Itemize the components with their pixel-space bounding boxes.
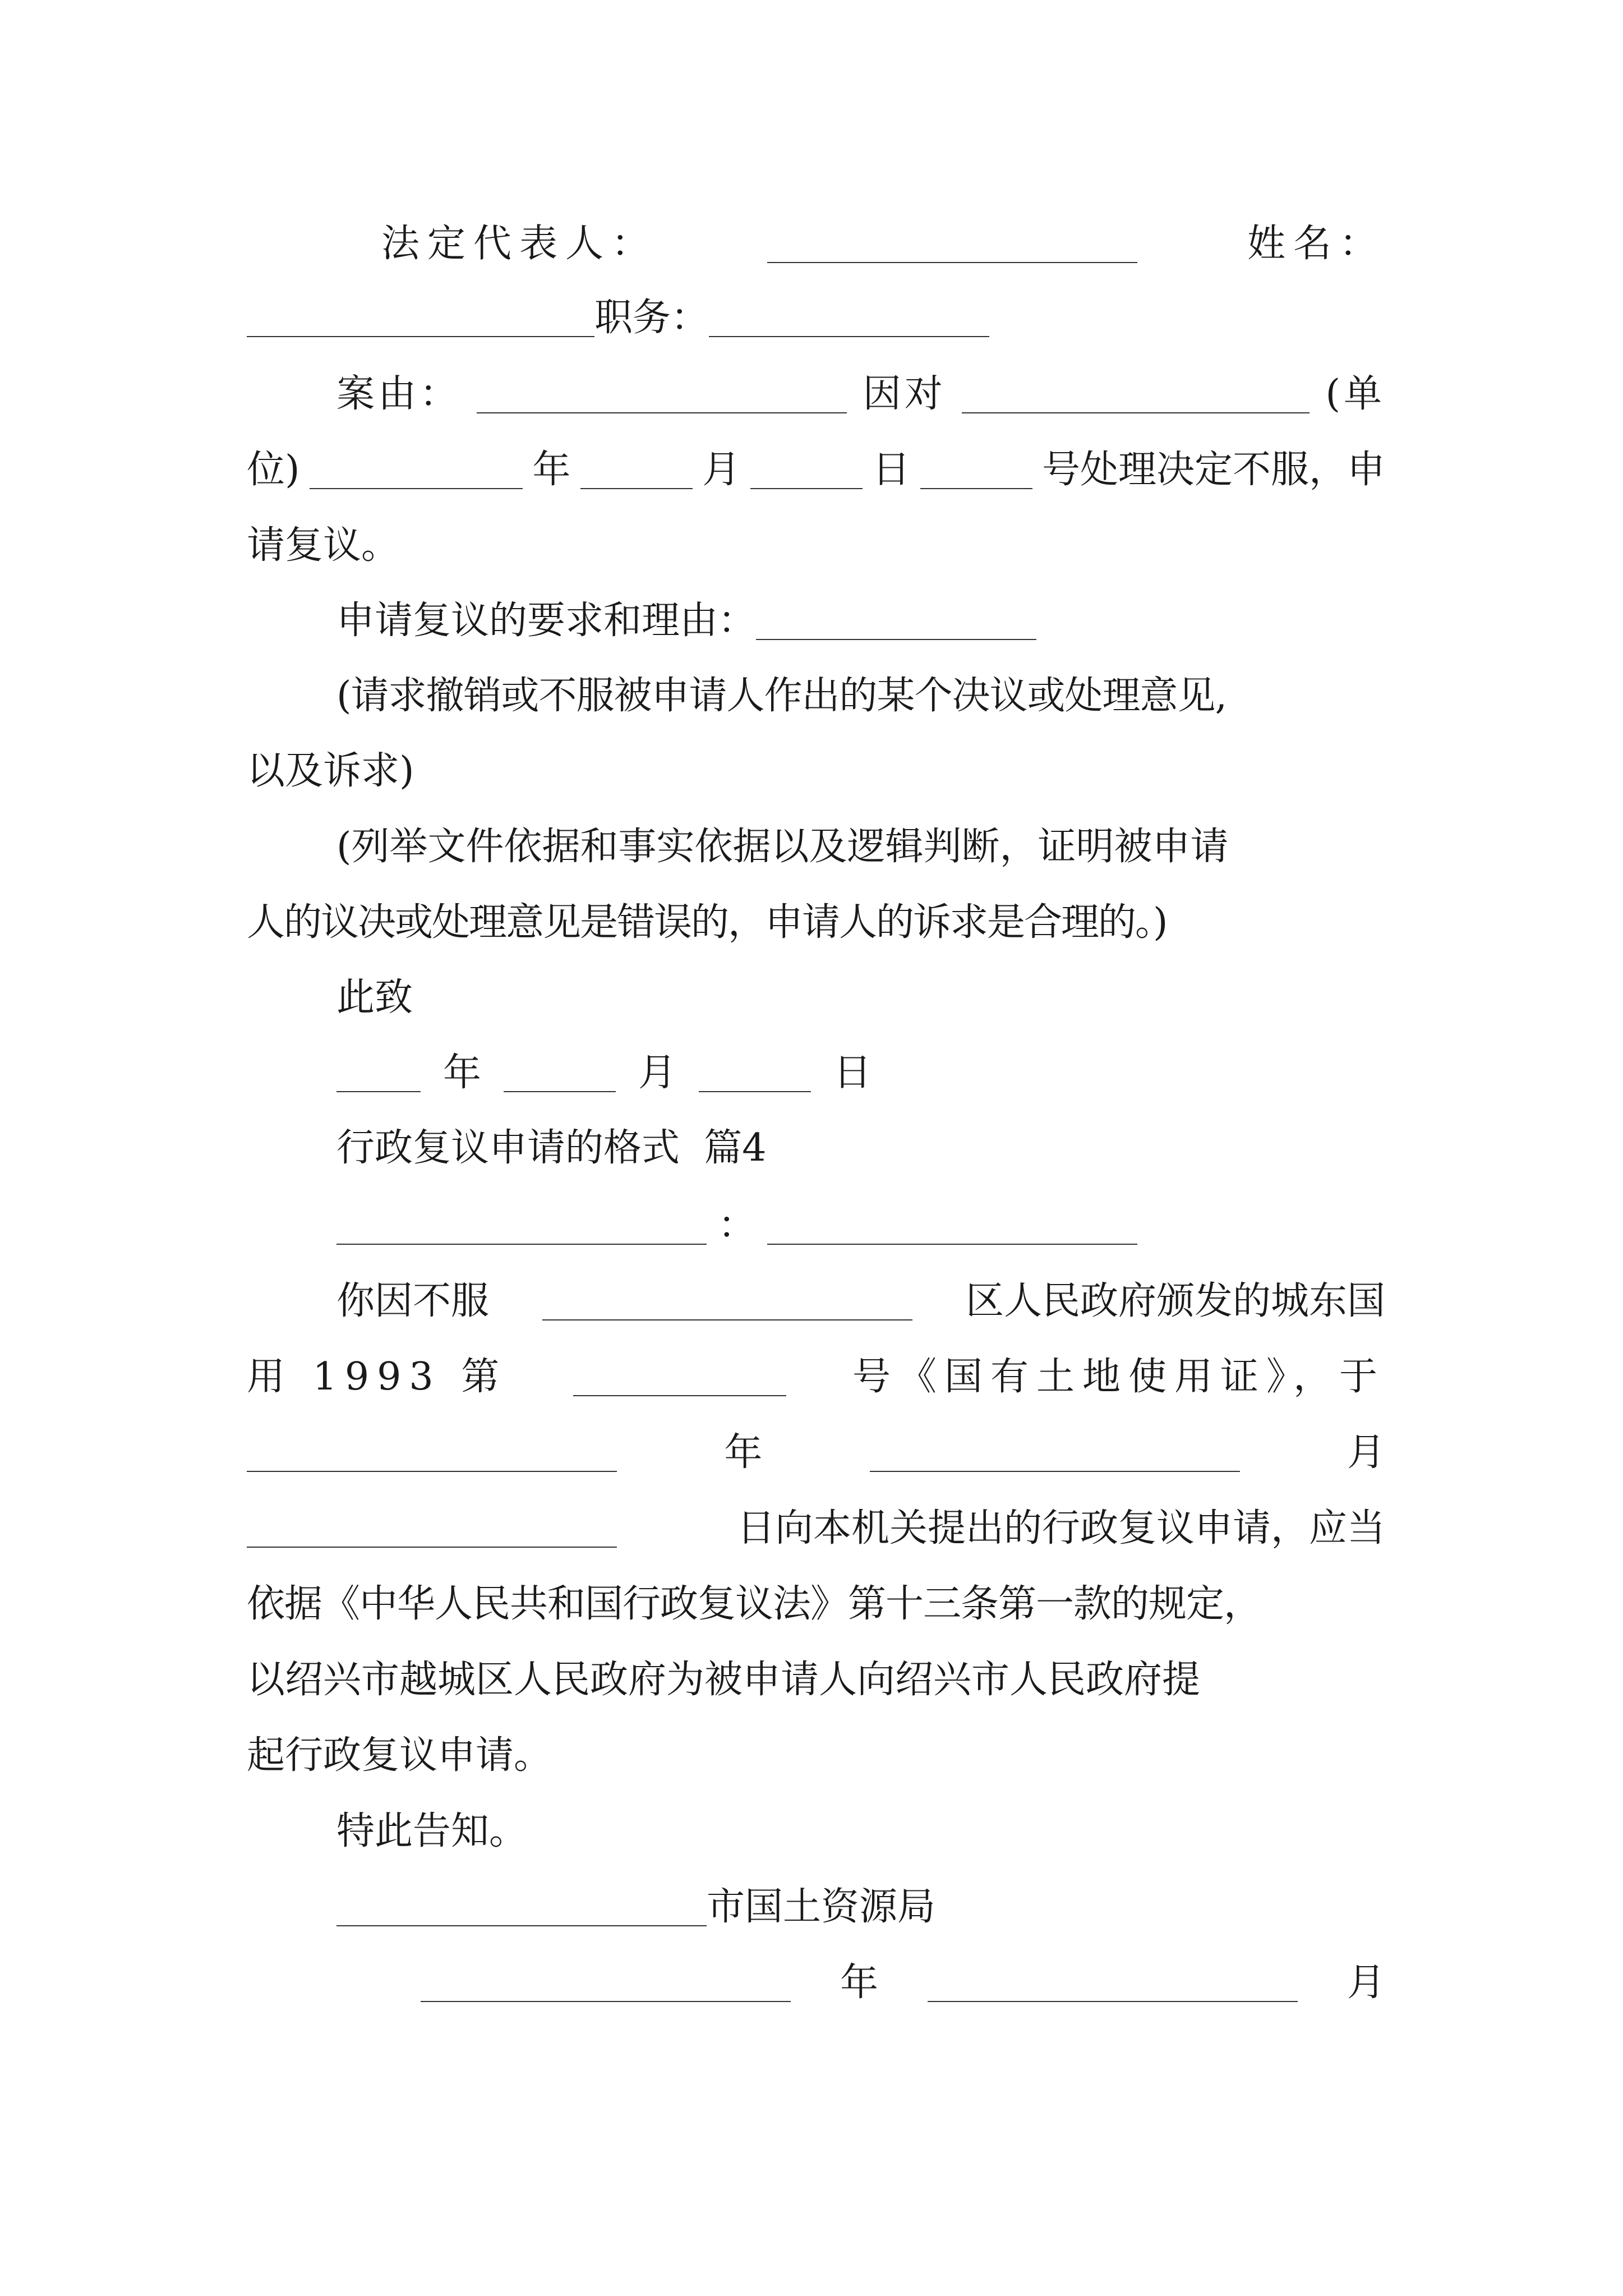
body-district-text: 区人民政府颁发的城东国 (965, 1279, 1385, 1323)
addressee-blank[interactable] (336, 1207, 707, 1245)
body-line7: 起行政复议申请。 (247, 1733, 552, 1778)
position-blank[interactable] (709, 299, 989, 337)
decision-month-blank[interactable] (580, 451, 693, 489)
sign-month-blank[interactable] (504, 1054, 616, 1092)
submit-year-label: 年 (724, 1430, 763, 1475)
notice-line: 特此告知。 (336, 1809, 528, 1853)
sign-date-line (336, 1042, 1385, 1104)
addressee-colon: ： (718, 1203, 757, 1248)
request-review-line: 请复议。 (247, 523, 400, 568)
salutation-line: 此致 (336, 976, 413, 1020)
addressee-name-blank[interactable] (767, 1207, 1137, 1245)
note2-line1: (列举文件依据和事实依据以及逻辑判断，证明被申请 (336, 825, 1229, 869)
body-line1 (336, 1271, 1385, 1332)
position-line (247, 287, 1385, 349)
sign-month-label: 月 (638, 1051, 677, 1095)
requirements-line (336, 590, 1385, 652)
cert-number-blank[interactable] (573, 1358, 786, 1396)
requirements-label: 申请复议的要求和理由： (336, 599, 757, 643)
note1-line2: 以及诉求) (247, 749, 414, 793)
unit-close-label: 位) (247, 448, 300, 492)
decision-day-label: 日 (872, 448, 911, 492)
submit-day-blank[interactable] (247, 1510, 617, 1548)
submit-month-label: 月 (1347, 1430, 1385, 1475)
case-cause-line (336, 364, 1385, 425)
position-label: 职务： (594, 296, 709, 340)
case-cause-label: 案由： (336, 372, 462, 416)
unit-blank[interactable] (962, 375, 1310, 413)
name-blank[interactable] (247, 299, 594, 337)
because-of-label: 因对 (863, 372, 946, 416)
legal-rep-blank[interactable] (767, 225, 1137, 263)
decision-tail-text: 号处理决定不服，申 (1041, 448, 1385, 492)
decision-day-blank[interactable] (750, 451, 863, 489)
sign-day-label: 日 (833, 1051, 872, 1095)
submit-year-blank[interactable] (247, 1434, 617, 1472)
body-line5: 依据《中华人民共和国行政复议法》第十三条第一款的规定， (247, 1582, 1262, 1626)
legal-rep-line (381, 213, 1385, 275)
bureau-year-label: 年 (840, 1961, 878, 2005)
sign-year-blank[interactable] (336, 1054, 421, 1092)
note2-line2: 人的议决或处理意见是错误的，申请人的诉求是合理的。) (247, 900, 1167, 945)
note1-line1: (请求撤销或不服被申请人作出的某个决议或处理意见, (336, 674, 1227, 718)
district-blank[interactable] (542, 1282, 912, 1320)
body-line3 (247, 1422, 1385, 1484)
bureau-text: 市国土资源局 (707, 1885, 936, 1929)
bureau-date-line (421, 1952, 1385, 2014)
body-cert-name: 号《国有土地使用证》，于 (852, 1355, 1385, 1399)
bureau-month-label: 月 (1347, 1961, 1385, 2005)
decision-year-blank[interactable] (310, 451, 523, 489)
bureau-line (336, 1876, 1385, 1938)
body-line2 (247, 1346, 1385, 1408)
requirements-blank[interactable] (756, 602, 1036, 640)
case-cause-blank[interactable] (477, 375, 847, 413)
body-cert-prefix: 用 1993 第 (247, 1355, 508, 1399)
decision-month-label: 月 (702, 448, 741, 492)
sign-year-label: 年 (443, 1051, 482, 1095)
bureau-year-blank[interactable] (421, 1964, 791, 2002)
body-start-text: 你因不服 (336, 1279, 490, 1323)
body-submitted-text: 日向本机关提出的行政复议申请，应当 (736, 1506, 1385, 1550)
decision-number-blank[interactable] (920, 451, 1032, 489)
name-label: 姓名： (1247, 222, 1385, 266)
section-heading: 行政复议申请的格式 篇4 (336, 1126, 767, 1170)
decision-year-label: 年 (532, 448, 571, 492)
decision-date-line (247, 439, 1385, 501)
body-line6: 以绍兴市越城区人民政府为被申请人向绍兴市人民政府提 (247, 1658, 1201, 1702)
addressee-line (336, 1195, 1385, 1257)
legal-rep-label: 法定代表人： (381, 222, 658, 266)
submit-month-blank[interactable] (870, 1434, 1240, 1472)
sign-day-blank[interactable] (699, 1054, 811, 1092)
bureau-month-blank[interactable] (928, 1964, 1298, 2002)
unit-open-label: (单 (1325, 372, 1385, 416)
body-line4 (247, 1498, 1385, 1559)
bureau-city-blank[interactable] (336, 1888, 707, 1926)
